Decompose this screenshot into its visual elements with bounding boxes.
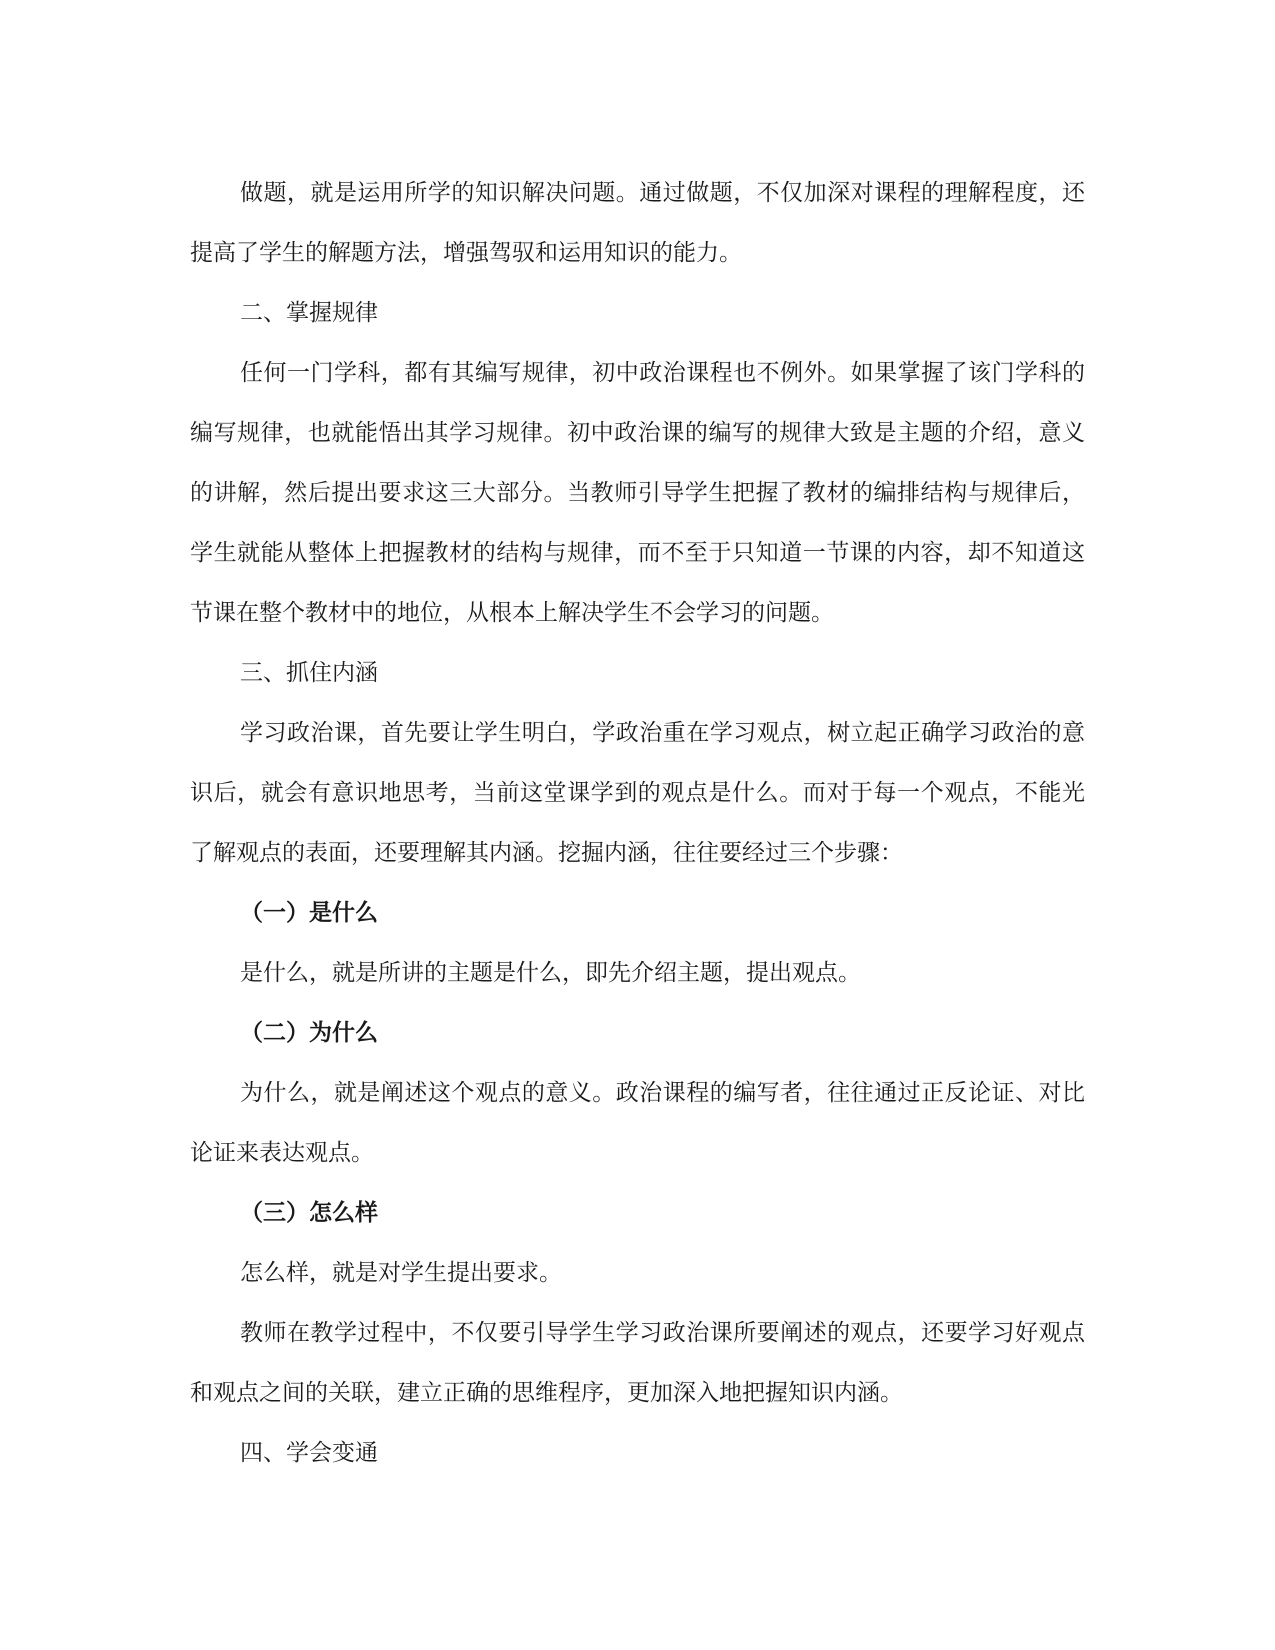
section-heading-2: 二、掌握规律 [240, 300, 378, 326]
paragraph-how: 怎么样，就是对学生提出要求。 [240, 1260, 562, 1286]
document-body [190, 163, 1085, 1483]
paragraph-teacher-guidance: 教师在教学过程中，不仅要引导学生学习政治课所要阐述的观点，还要学习好观点和观点之间的关联，建立正确的思维程序，更加深入地把握知识内涵。 [190, 1320, 1085, 1406]
section-heading-3: 三、抓住内涵 [240, 660, 378, 686]
subheading-how: （三）怎么样 [240, 1200, 378, 1226]
paragraph-why: 为什么，就是阐述这个观点的意义。政治课程的编写者，往往通过正反论证、对比论证来表达观点。 [190, 1080, 1085, 1166]
subheading-why: （二）为什么 [240, 1020, 378, 1046]
paragraph-master-rules: 任何一门学科，都有其编写规律，初中政治课程也不例外。如果掌握了该门学科的编写规律，也就能悟出其学习规律。初中政治课的编写的规律大致是主题的介绍，意义的讲解，然后提出要求这三大部分。当教师引导学生把握了教材的编排结构与规律后，学生就能从整体上把握教材的结构与规律，而不至于只知道一节课的内容，却不知道这节课在整个教材中的地位，从根本上解决学生不会学习的问题。 [190, 360, 1085, 626]
subheading-what: （一）是什么 [240, 900, 378, 926]
paragraph-doing-exercises: 做题，就是运用所学的知识解决问题。通过做题，不仅加深对课程的理解程度，还提高了学生的解题方法，增强驾驭和运用知识的能力。 [190, 180, 1085, 266]
paragraph-grasp-connotation: 学习政治课，首先要让学生明白，学政治重在学习观点，树立起正确学习政治的意识后，就会有意识地思考，当前这堂课学到的观点是什么。而对于每一个观点，不能光了解观点的表面，还要理解其内涵。挖掘内涵，往往要经过三个步骤： [190, 720, 1085, 866]
paragraph-what: 是什么，就是所讲的主题是什么，即先介绍主题，提出观点。 [240, 960, 861, 986]
section-heading-4: 四、学会变通 [240, 1440, 378, 1466]
